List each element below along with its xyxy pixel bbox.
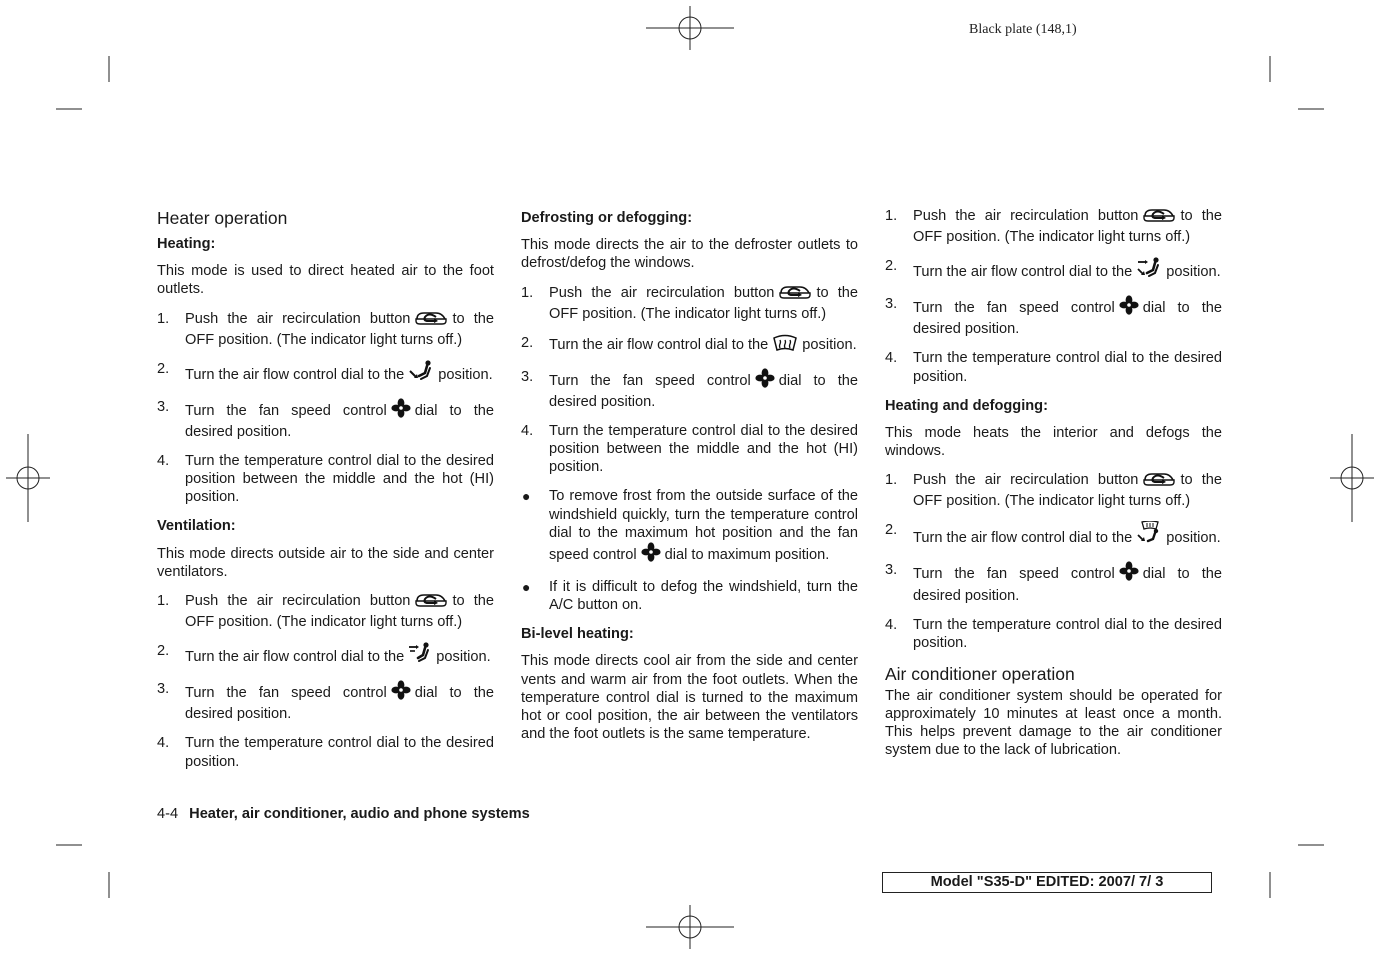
fan-icon — [1119, 561, 1139, 586]
chapter-title: Heater, air conditioner, audio and phone systems — [189, 806, 530, 822]
step-number: 2. — [885, 522, 898, 539]
step-number: 3. — [157, 398, 170, 415]
item-text: Turn the temperature control dial to the desired position between the middle and the hot (HI) position. — [185, 453, 494, 506]
step-number: 2. — [885, 258, 898, 275]
recirculation-icon — [778, 284, 812, 305]
fan-icon — [1119, 295, 1139, 320]
step-item — [157, 734, 494, 770]
step-number: 4. — [157, 453, 170, 470]
item-text: Turn the air flow control dial to the — [913, 530, 1133, 547]
item-text: Turn the temperature control dial to the desired position. — [185, 735, 494, 770]
step-item — [521, 368, 858, 411]
item-text-after-icon: dial to the desired position. — [185, 402, 494, 441]
heading-heating: Heating: — [157, 236, 216, 252]
item-text: Turn the temperature control dial to the desired position between the middle and the hot (HI) position. — [549, 423, 858, 476]
heatdefog-intro: This mode heats the interior and defogs the windows. — [885, 424, 1222, 460]
plate-label: Black plate (148,1) — [969, 22, 1077, 37]
bilevel-airflow-icon — [1136, 257, 1162, 284]
item-text: Turn the air flow control dial to the — [549, 336, 769, 353]
item-text: Push the air recirculation button — [185, 310, 411, 327]
item-text: Turn the fan speed control — [185, 402, 387, 419]
step-number: 1. — [885, 472, 898, 489]
item-text-after-icon: to the OFF position. (The indicator light turns off.) — [185, 310, 494, 348]
heading-defrosting: Defrosting or defogging: — [521, 210, 693, 226]
item-text: Turn the temperature control dial to the desired position. — [913, 616, 1222, 651]
fan-icon — [391, 398, 411, 423]
heading-ventilation: Ventilation: — [157, 518, 236, 535]
step-number: 3. — [885, 562, 898, 579]
item-text: Push the air recirculation button — [913, 472, 1139, 489]
item-text: To remove frost from the outside surface of the windshield quickly, turn the temperature control dial to the maximum hot position and the fan speed control — [549, 488, 858, 564]
step-number: 4. — [521, 423, 534, 440]
item-text-after-icon: to the OFF position. (The indicator light turns off.) — [185, 593, 494, 631]
step-item — [157, 642, 494, 669]
step-item — [157, 452, 494, 507]
bullet-dot: ● — [522, 488, 531, 505]
item-text-after-icon: to the OFF position. (The indicator light turns off.) — [913, 472, 1222, 510]
step-item — [885, 521, 1222, 550]
fan-icon — [391, 680, 411, 705]
item-text: Turn the air flow control dial to the — [185, 366, 405, 383]
fan-icon — [641, 542, 661, 567]
item-text: Turn the air flow control dial to the — [913, 264, 1133, 281]
defrost-icon — [772, 334, 798, 357]
section-title-ac: Air conditioner operation — [885, 663, 1075, 684]
step-number: 3. — [885, 296, 898, 313]
bullet-item — [521, 487, 858, 567]
item-text: Turn the fan speed control — [549, 372, 751, 389]
item-text: Turn the fan speed control — [913, 566, 1115, 583]
ac-text: The air conditioner system should be operated for approximately 10 minutes at least once a month. This helps prevent damage to the air conditioner system due to the lack of lubrication. — [885, 687, 1222, 759]
item-text: If it is difficult to defog the windshield, turn the A/C button on. — [549, 579, 858, 614]
step-number: 2. — [157, 360, 170, 377]
heading-bilevel: Bi-level heating: — [521, 626, 634, 643]
step-item — [885, 295, 1222, 338]
step-item — [157, 360, 494, 387]
recirculation-icon — [1142, 207, 1176, 228]
bilevel-steps — [885, 207, 1222, 386]
item-text-after-icon: dial to the desired position. — [913, 566, 1222, 604]
defrost-bullets — [521, 487, 858, 614]
item-text: Push the air recirculation button — [549, 284, 775, 301]
step-item — [157, 398, 494, 441]
step-number: 4. — [885, 350, 898, 367]
step-number: 2. — [521, 334, 534, 351]
item-text: Push the air recirculation button — [185, 593, 411, 610]
item-text-after-icon: dial to the desired position. — [913, 300, 1222, 338]
ventilation-intro: This mode directs outside air to the side and center ventilators. — [157, 545, 494, 580]
step-item — [885, 471, 1222, 510]
step-item — [157, 680, 494, 723]
item-text-after-icon: to the OFF position. (The indicator light turns off.) — [549, 284, 858, 322]
item-text-after-icon: position. — [1166, 264, 1221, 281]
item-text-after-icon: position. — [1166, 530, 1221, 547]
foot-airflow-icon — [408, 360, 434, 387]
item-text-after-icon: dial to the desired position. — [185, 685, 494, 723]
step-number: 4. — [157, 735, 170, 752]
step-item — [885, 207, 1222, 246]
item-text-after-icon: dial to the desired position. — [549, 372, 858, 411]
step-item — [157, 310, 494, 349]
page-footer — [157, 806, 530, 822]
defrost-foot-icon — [1136, 521, 1162, 550]
item-text-after-icon: position. — [436, 649, 491, 666]
step-number: 1. — [157, 310, 170, 327]
item-text-after-icon: dial to maximum position. — [664, 547, 830, 564]
bullet-dot: ● — [522, 579, 531, 596]
step-item — [521, 334, 858, 357]
heading-heating-defogging: Heating and defogging: — [885, 397, 1048, 414]
item-text-after-icon: position. — [438, 366, 493, 383]
step-item — [521, 422, 858, 477]
step-item — [885, 349, 1222, 385]
defrost-steps — [521, 284, 858, 477]
item-text: Turn the air flow control dial to the — [185, 649, 405, 666]
defrost-intro: This mode directs the air to the defroster outlets to defrost/defog the windows. — [521, 237, 858, 272]
heatdefog-steps — [885, 471, 1222, 652]
heating-intro: This mode is used to direct heated air to the foot outlets. — [157, 263, 494, 298]
item-text-after-icon: position. — [802, 336, 857, 353]
section-title-heater: Heater operation — [157, 208, 288, 228]
step-item — [885, 616, 1222, 652]
recirculation-icon — [1142, 471, 1176, 492]
step-number: 4. — [885, 616, 898, 633]
step-number: 1. — [885, 208, 898, 224]
item-text-after-icon: to the OFF position. (The indicator light turns off.) — [913, 208, 1222, 246]
model-edit-box: Model "S35-D" EDITED: 2007/ 7/ 3 — [882, 872, 1212, 893]
bilevel-intro: This mode directs cool air from the side and center vents and warm air from the foot outlets. When the temperature control dial is turned to the maximum hot or cool position, the air between the ventilators and the foot outlets is the same temperature. — [521, 653, 858, 743]
column-2 — [521, 207, 858, 754]
item-text: Turn the temperature control dial to the desired position. — [913, 350, 1222, 385]
page-number: 4-4 — [157, 806, 179, 822]
step-item — [885, 257, 1222, 284]
step-number: 3. — [157, 681, 170, 698]
step-number: 1. — [157, 593, 170, 610]
heating-steps — [157, 310, 494, 507]
item-text: Turn the fan speed control — [185, 685, 387, 702]
bullet-item — [521, 578, 858, 614]
step-item — [521, 284, 858, 323]
item-text: Turn the fan speed control — [913, 300, 1115, 317]
step-number: 1. — [521, 284, 534, 301]
step-number: 2. — [157, 643, 170, 660]
step-item — [157, 592, 494, 631]
column-3 — [885, 207, 1222, 760]
recirculation-icon — [414, 310, 448, 331]
face-airflow-icon — [408, 642, 432, 669]
step-item — [885, 561, 1222, 604]
recirculation-icon — [414, 592, 448, 613]
ventilation-steps — [157, 592, 494, 771]
step-number: 3. — [521, 368, 534, 385]
item-text: Push the air recirculation button — [913, 208, 1139, 224]
column-1 — [157, 207, 494, 782]
fan-icon — [755, 368, 775, 393]
